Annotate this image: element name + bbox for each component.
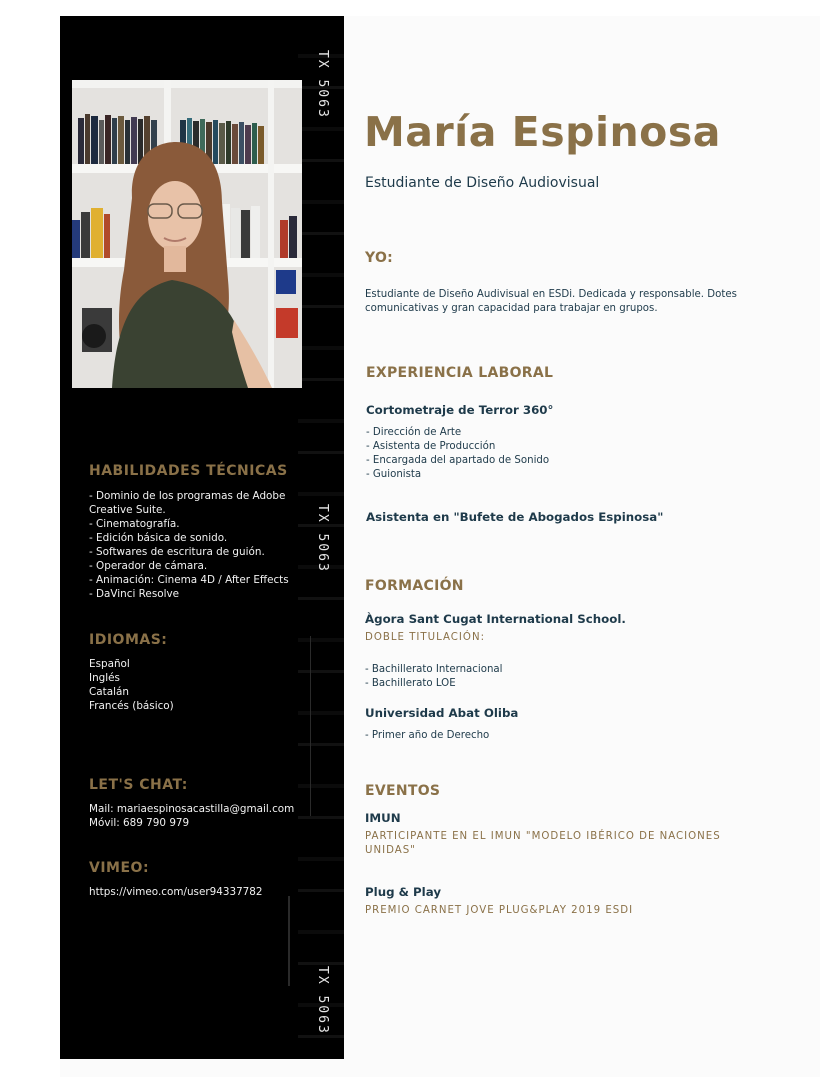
list-item: Creative Suite. <box>89 504 166 516</box>
list-item: - Dominio de los programas de Adobe <box>89 490 286 502</box>
contact-list <box>89 802 319 830</box>
list-item: - Cinematografía. <box>89 518 180 530</box>
contact-phone[interactable]: Móvil: 689 790 979 <box>89 817 190 829</box>
paragraph-line: comunicativas y gran capacidad para trabajar en grupos. <box>365 303 658 314</box>
list-item: Inglés <box>89 672 120 684</box>
school-items <box>365 663 503 691</box>
list-item: Francés (básico) <box>89 700 174 712</box>
list-item: - Dirección de Arte <box>366 427 462 438</box>
school-name: Àgora Sant Cugat International School. <box>365 612 626 626</box>
list-item: - Animación: Cinema 4D / After Effects <box>89 574 289 586</box>
film-code: TX 5063 <box>315 50 330 119</box>
list-item: - Guionista <box>366 469 422 480</box>
profile-photo <box>72 80 302 388</box>
paragraph-line: Estudiante de Diseño Audivisual en ESDi. Dedicada y responsable. Dotes <box>365 289 737 300</box>
paragraph-line: UNIDAS" <box>365 845 416 856</box>
list-item: - Primer año de Derecho <box>365 730 490 741</box>
event-description <box>365 830 721 858</box>
profile-name: María Espinosa <box>364 108 721 156</box>
list-item: - Asistenta de Producción <box>366 441 496 452</box>
paragraph-line: PARTICIPANTE EN EL IMUN "MODELO IBÉRICO DE NACIONES <box>365 831 721 842</box>
contact-heading: LET'S CHAT: <box>89 777 188 793</box>
school-items <box>365 729 489 743</box>
job-title: Cortometraje de Terror 360° <box>366 403 554 417</box>
list-item: - DaVinci Resolve <box>89 588 180 600</box>
list-item: Español <box>89 658 130 670</box>
list-item: - Operador de cámara. <box>89 560 208 572</box>
film-code: TX 5063 <box>315 966 330 1035</box>
list-item: - Edición básica de sonido. <box>89 532 228 544</box>
list-item: - Softwares de escritura de guión. <box>89 546 265 558</box>
film-code: TX 5063 <box>315 504 330 573</box>
skills-list <box>89 489 319 601</box>
event-title: Plug & Play <box>365 885 442 899</box>
paragraph-line: PREMIO CARNET JOVE PLUG&PLAY 2019 ESDI <box>365 905 634 916</box>
languages-heading: IDIOMAS: <box>89 632 168 648</box>
list-item: - Bachillerato LOE <box>365 678 456 689</box>
education-heading: FORMACIÓN <box>365 578 464 594</box>
contact-email[interactable]: Mail: mariaespinosacastilla@gmail.com <box>89 803 295 815</box>
vimeo-link[interactable]: https://vimeo.com/user94337782 <box>89 886 263 898</box>
film-scratch <box>288 896 290 986</box>
event-title: IMUN <box>365 811 401 825</box>
event-description <box>365 904 633 918</box>
list-item: - Encargada del apartado de Sonido <box>366 455 550 466</box>
skills-heading: HABILIDADES TÉCNICAS <box>89 463 288 479</box>
languages-list <box>89 657 319 713</box>
job-duties <box>366 426 549 482</box>
events-heading: EVENTOS <box>365 783 441 799</box>
profile-subtitle: Estudiante de Diseño Audiovisual <box>365 175 600 191</box>
vimeo-heading: VIMEO: <box>89 860 150 876</box>
about-text <box>365 288 737 316</box>
school-caption: DOBLE TITULACIÓN: <box>365 632 485 643</box>
school-name: Universidad Abat Oliba <box>365 706 519 720</box>
experience-heading: EXPERIENCIA LABORAL <box>366 365 554 381</box>
list-item: - Bachillerato Internacional <box>365 664 503 675</box>
about-heading: YO: <box>365 250 394 266</box>
list-item: Catalán <box>89 686 129 698</box>
job-title: Asistenta en "Bufete de Abogados Espinosa" <box>366 510 664 524</box>
